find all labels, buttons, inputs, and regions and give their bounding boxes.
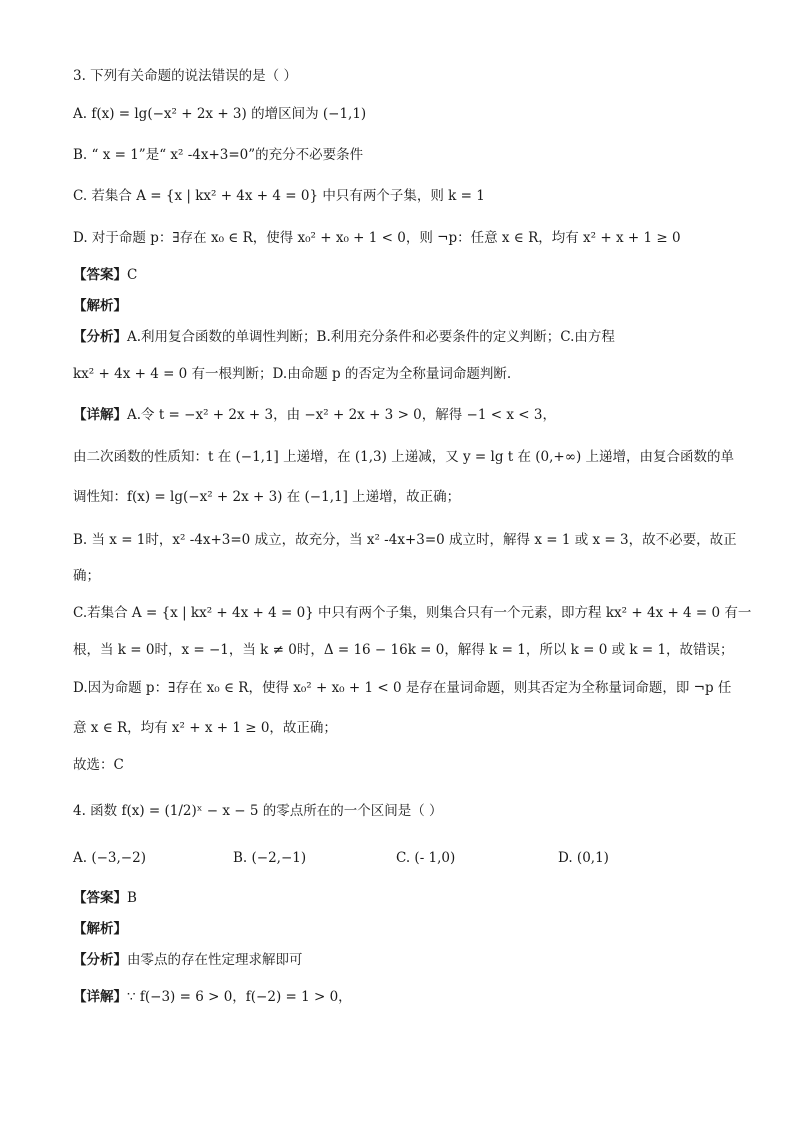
q3-fenxi-text-1: A.利用复合函数的单调性判断；B.利用充分条件和必要条件的定义判断；C.由方程 (127, 329, 615, 345)
q3-detail-line-6: C.若集合 A = {x | kx² + 4x + 4 = 0} 中只有两个子集，则集合只有一个元素，即方程 kx² + 4x + 4 = 0 有一 (73, 605, 752, 621)
q4-answer-label: 【答案】 (73, 890, 127, 906)
q3-answer-line (73, 265, 734, 285)
q3-option-b: B. “ x = 1”是“ x² -4x+3=0”的充分不必要条件 (73, 147, 364, 163)
q3-detail-line-2: 由二次函数的性质知：t 在 (−1,1] 上递增，在 (1,3) 上递减，又 y = lg t 在 (0,+∞) 上递增，由复合函数的单 (73, 449, 735, 465)
q4-analysis-tag: 【解析】 (73, 921, 127, 937)
q3-fenxi-line-1 (73, 327, 734, 347)
q4-fenxi-text-1: 由零点的存在性定理求解即可 (127, 952, 303, 968)
q3-detail-text-1: A.令 t = −x² + 2x + 3，由 −x² + 2x + 3 > 0，解得 −1 < x < 3， (127, 407, 556, 423)
q3-stem: 3. 下列有关命题的说法错误的是（ ） (73, 68, 297, 84)
q4-fenxi-label: 【分析】 (73, 952, 127, 968)
q4-analysis-label (73, 919, 734, 939)
q4-options (73, 850, 733, 872)
q3-detail-line-1 (73, 405, 734, 425)
q4-fenxi-line-1 (73, 950, 734, 970)
q3-detail-line-8: D.因为命题 p：∃存在 x₀ ∈ R，使得 x₀² + x₀ + 1 < 0 是存在量词命题，则其否定为全称量词命题，即 ¬p 任 (73, 680, 732, 696)
q3-detail-line-10: 故选：C (73, 757, 124, 773)
q3-detail-line-3: 调性知：f(x) = lg(−x² + 2x + 3) 在 (−1,1] 上递增，故正确； (73, 489, 461, 505)
q4-option-d: D. (0,1) (558, 850, 609, 866)
q4-answer-line (73, 888, 734, 908)
q3-answer-value: C (127, 267, 138, 283)
q4-detail-line-1 (73, 987, 734, 1007)
q4-option-c: C. (- 1,0) (396, 850, 456, 866)
q3-detail-line-5: 确； (73, 568, 100, 584)
q3-analysis-tag: 【解析】 (73, 298, 127, 314)
q4-xiangjie-label: 【详解】 (73, 989, 127, 1005)
q4-stem: 4. 函数 f(x) = (1/2)ˣ − x − 5 的零点所在的一个区间是（ ） (73, 803, 443, 819)
q3-detail-line-9: 意 x ∈ R，均有 x² + x + 1 ≥ 0，故正确； (73, 720, 337, 736)
q3-analysis-label (73, 296, 734, 316)
q3-option-d: D. 对于命题 p：∃存在 x₀ ∈ R，使得 x₀² + x₀ + 1 < 0，则 ¬p：任意 x ∈ R，均有 x² + x + 1 ≥ 0 (73, 230, 681, 246)
q4-option-a: A. (−3,−2) (73, 850, 146, 866)
q3-option-a: A. f(x) = lg(−x² + 2x + 3) 的增区间为 (−1,1) (73, 106, 367, 122)
q3-option-c: C. 若集合 A = {x | kx² + 4x + 4 = 0} 中只有两个子集，则 k = 1 (73, 188, 485, 204)
q3-detail-line-7: 根，当 k = 0时，x = −1，当 k ≠ 0时，Δ = 16 − 16k = 0，解得 k = 1，所以 k = 0 或 k = 1，故错误； (73, 642, 734, 658)
q3-xiangjie-label: 【详解】 (73, 407, 127, 423)
q4-answer-value: B (127, 890, 137, 906)
q4-detail-text-1: ∵ f(−3) = 6 > 0，f(−2) = 1 > 0， (127, 989, 352, 1005)
q3-fenxi-label: 【分析】 (73, 329, 127, 345)
q4-option-b: B. (−2,−1) (233, 850, 307, 866)
q3-detail-line-4: B. 当 x = 1时，x² -4x+3=0 成立，故充分，当 x² -4x+3=0 成立时，解得 x = 1 或 x = 3，故不必要，故正 (73, 532, 737, 548)
q3-fenxi-line-2: kx² + 4x + 4 = 0 有一根判断；D.由命题 p 的否定为全称量词命题判断. (73, 366, 512, 382)
q3-answer-label: 【答案】 (73, 267, 127, 283)
